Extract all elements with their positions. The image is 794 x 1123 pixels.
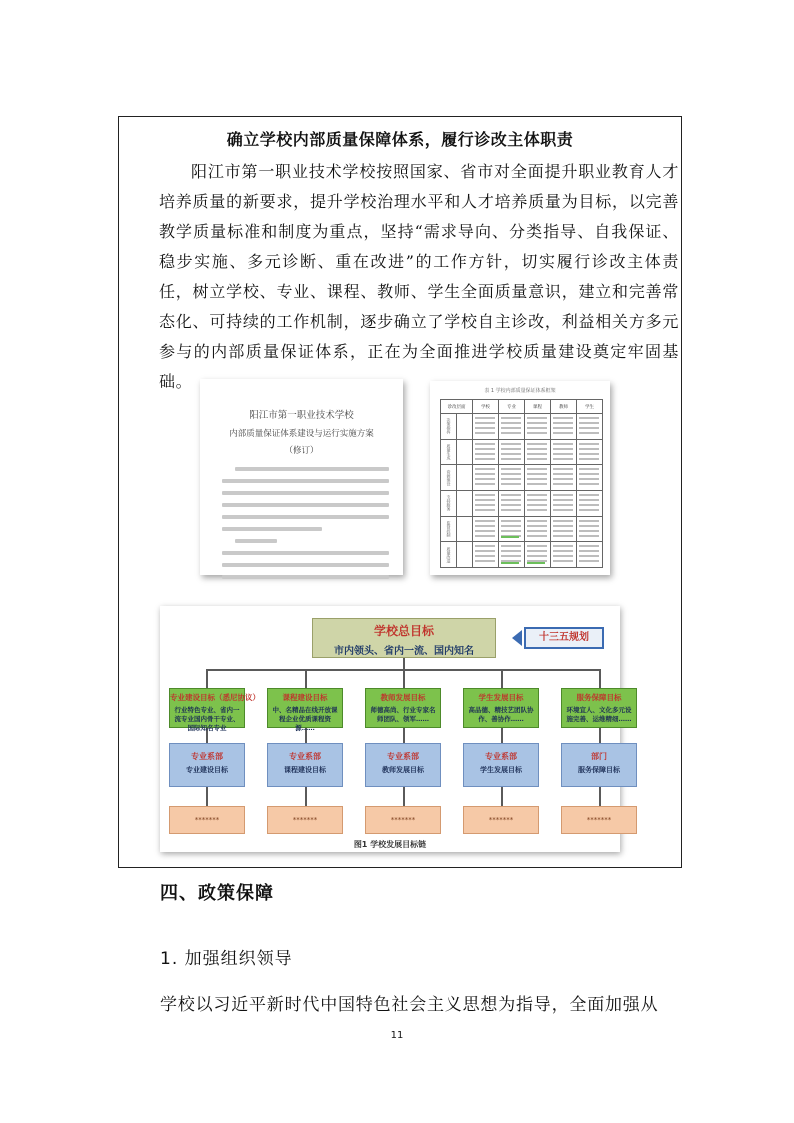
connector <box>206 787 208 806</box>
row-label: 监督控制 <box>441 517 457 543</box>
table-caption: 表 1 学校内部质量保证体系框架 <box>484 388 556 394</box>
dept-goal: 学生发展目标 <box>480 766 522 774</box>
connector <box>599 787 601 806</box>
row-label: 质量生成 <box>441 440 457 466</box>
box-paragraph: 阳江市第一职业技术学校按照国家、省市对全面提升职业教育人才培养质量的新要求，提升学校治理水平和人才培养质量为目标，以完善教学质量标准和制度为重点，坚持“需求导向、分类指导、自我保证、稳步实施、多元诊断、重在改进”的工作方针，切实履行诊改主体责任，树立学校、专业、课程、教师、学生全面质量意识，建立和完善常态化、可持续的工作机制，逐步确立了学校自主诊改，利益相关方多元参与的内部质量保证体系，正在为全面推进学校质量建设奠定牢固基础。 <box>159 162 679 391</box>
connector <box>403 728 405 743</box>
school-goal-title: 学校总目标 <box>373 624 434 638</box>
goal-desc: 师德高尚、行业专家名师团队、领军…… <box>370 706 436 723</box>
goal-title: 教师发展目标 <box>380 693 426 702</box>
connector <box>501 669 503 688</box>
connector <box>501 728 503 743</box>
goal-box-teacher <box>365 688 441 728</box>
goal-box-student <box>463 688 539 728</box>
dept-goal-box <box>561 743 637 787</box>
doc-text-lines <box>222 467 389 587</box>
placeholder-box: ******* <box>463 806 539 834</box>
connector <box>403 669 405 688</box>
dept-name: 专业系部 <box>191 752 223 761</box>
connector <box>501 787 503 806</box>
doc-title-1: 阳江市第一职业技术学校 <box>249 410 354 421</box>
doc-title-2: 内部质量保证体系建设与运行实施方案 <box>229 429 374 439</box>
goal-desc: 中、名精品在线开放课程企业优质课程资源…… <box>272 706 338 732</box>
goal-chain-figure <box>160 606 632 852</box>
dept-goal: 课程建设目标 <box>284 766 326 774</box>
placeholder-box: ******* <box>561 806 637 834</box>
goal-desc: 高品德、精技艺团队协作、善协作…… <box>468 706 534 723</box>
dept-goal-box <box>169 743 245 787</box>
framework-table <box>440 399 603 568</box>
dept-goal: 专业建设目标 <box>186 766 228 774</box>
dept-goal: 服务保障目标 <box>578 766 620 774</box>
school-goal-subtitle: 市内领头、省内一流、国内知名 <box>334 646 474 657</box>
section-heading: 四、政策保障 <box>160 883 274 904</box>
connector <box>206 669 208 688</box>
plan-label: 十三五规划 <box>524 627 604 649</box>
figure-caption: 图1 学校发展目标链 <box>353 840 427 849</box>
placeholder-box: ******* <box>169 806 245 834</box>
dept-name: 专业系部 <box>289 752 321 761</box>
row-label: 质量改进 <box>441 542 457 568</box>
connector <box>305 787 307 806</box>
connector <box>599 728 601 743</box>
school-goal-box <box>312 618 496 658</box>
page-number: 11 <box>390 1030 404 1041</box>
dept-goal-box <box>267 743 343 787</box>
sub-heading: 1. 加强组织领导 <box>160 949 293 969</box>
goal-desc: 环境宜人、文化多元设施完善、运维精细…… <box>566 706 632 723</box>
dept-goal: 教师发展目标 <box>382 766 424 774</box>
dept-name: 专业系部 <box>387 752 419 761</box>
goal-title: 学生发展目标 <box>478 693 524 702</box>
goal-title: 专业建设目标（悉尼协议） <box>170 693 260 702</box>
table-header: 学生 <box>577 400 603 414</box>
table-header: 专业 <box>499 400 525 414</box>
goal-title: 课程建设目标 <box>282 693 328 702</box>
placeholder-box: ******* <box>267 806 343 834</box>
left-arrow-icon <box>512 630 522 646</box>
framework-table-thumbnail <box>430 381 610 575</box>
body-text: 学校以习近平新时代中国特色社会主义思想为指导，全面加强从 <box>160 995 659 1015</box>
goal-box-course <box>267 688 343 732</box>
table-header: 学校 <box>473 400 499 414</box>
goal-title: 服务保障目标 <box>576 693 622 702</box>
dept-goal-box <box>463 743 539 787</box>
connector <box>403 787 405 806</box>
connector <box>599 669 601 688</box>
implementation-plan-thumbnail <box>200 379 403 575</box>
goal-box-service <box>561 688 637 728</box>
row-label: 支持服务 <box>441 491 457 517</box>
table-header: 课程 <box>525 400 551 414</box>
connector <box>305 669 307 688</box>
placeholder-box: ******* <box>365 806 441 834</box>
dept-goal-box <box>365 743 441 787</box>
dept-name: 部门 <box>591 752 607 761</box>
box-title: 确立学校内部质量保障体系，履行诊改主体职责 <box>226 130 574 149</box>
goal-desc: 行业特色专业、省内一流专业国内骨干专业、国际知名专业 <box>174 706 240 732</box>
goal-box-major <box>169 688 260 732</box>
doc-title-3: （修订） <box>284 446 319 456</box>
plan-callout <box>512 627 608 649</box>
row-label: 资源建设 <box>441 465 457 491</box>
table-header: 诊改层面 <box>441 400 473 414</box>
table-header: 教师 <box>551 400 577 414</box>
row-label: 决策指挥 <box>441 414 457 440</box>
dept-name: 专业系部 <box>485 752 517 761</box>
